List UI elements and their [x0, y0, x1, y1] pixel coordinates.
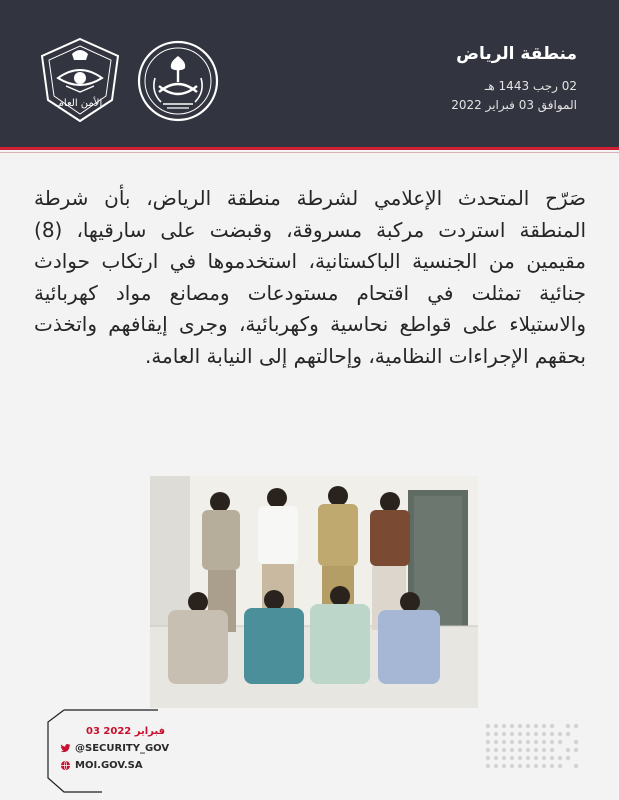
- saudi-emblem-logo: [137, 40, 219, 122]
- pattern-dot: [510, 740, 514, 744]
- pattern-dot: [494, 724, 498, 728]
- pattern-dot: [510, 732, 514, 736]
- pattern-dot: [550, 740, 554, 744]
- pattern-dot: [526, 764, 530, 768]
- pattern-dot: [542, 764, 546, 768]
- pattern-dot: [542, 748, 546, 752]
- pattern-dot: [486, 724, 490, 728]
- gregorian-date: الموافق 03 فبراير 2022: [451, 98, 577, 112]
- pattern-dot: [534, 756, 538, 760]
- pattern-dot: [502, 748, 506, 752]
- footer-website[interactable]: [60, 760, 143, 771]
- pattern-dot: [526, 748, 530, 752]
- pattern-dot: [542, 732, 546, 736]
- pattern-dot: [550, 764, 554, 768]
- pattern-dot: [558, 740, 562, 744]
- pattern-dot: [574, 740, 578, 744]
- pattern-dot: [558, 756, 562, 760]
- pattern-dot: [542, 740, 546, 744]
- pattern-dot: [534, 748, 538, 752]
- pattern-dot: [526, 740, 530, 744]
- pattern-dot: [486, 764, 490, 768]
- pattern-dot: [534, 724, 538, 728]
- pattern-dot: [518, 748, 522, 752]
- pattern-dot: [502, 740, 506, 744]
- globe-icon: [60, 760, 71, 771]
- header-accent-line: [0, 147, 619, 150]
- pattern-dot: [566, 756, 570, 760]
- pattern-dot: [566, 724, 570, 728]
- pattern-dot: [502, 764, 506, 768]
- pattern-dot: [574, 748, 578, 752]
- pattern-dot: [550, 748, 554, 752]
- pattern-dot: [542, 724, 546, 728]
- pattern-dot: [558, 764, 562, 768]
- pattern-dot: [518, 724, 522, 728]
- suspects-photo: [150, 476, 478, 708]
- pattern-dot: [486, 740, 490, 744]
- header-accent-thin-line: [0, 152, 619, 153]
- pattern-dot: [494, 740, 498, 744]
- pattern-dot: [534, 732, 538, 736]
- pattern-dot: [534, 764, 538, 768]
- pattern-dot: [502, 732, 506, 736]
- pattern-dot: [574, 724, 578, 728]
- pattern-dot: [542, 756, 546, 760]
- pattern-dot: [518, 756, 522, 760]
- pattern-dot: [550, 732, 554, 736]
- pattern-dot: [558, 732, 562, 736]
- pattern-dot: [566, 748, 570, 752]
- pattern-dot: [486, 748, 490, 752]
- pattern-dot: [486, 732, 490, 736]
- pattern-dot: [518, 740, 522, 744]
- pattern-dot: [510, 764, 514, 768]
- pattern-dot: [510, 756, 514, 760]
- pattern-dot: [494, 764, 498, 768]
- pattern-dot: [486, 756, 490, 760]
- pattern-dot: [526, 732, 530, 736]
- pattern-dot: [510, 748, 514, 752]
- pattern-dot: [550, 724, 554, 728]
- pattern-dot: [502, 724, 506, 728]
- pattern-dot: [494, 732, 498, 736]
- pattern-dot: [526, 756, 530, 760]
- footer-date: 03 فبراير 2022: [86, 726, 165, 737]
- decorative-dot-pattern: [484, 722, 584, 774]
- region-title: منطقة الرياض: [456, 44, 577, 64]
- footer-twitter[interactable]: [60, 743, 169, 754]
- pattern-dot: [574, 764, 578, 768]
- public-security-logo: [38, 36, 122, 124]
- pattern-dot: [494, 748, 498, 752]
- pattern-dot: [550, 756, 554, 760]
- pattern-dot: [534, 740, 538, 744]
- twitter-handle: @SECURITY_GOV: [75, 743, 170, 754]
- pattern-dot: [510, 724, 514, 728]
- pattern-dot: [566, 732, 570, 736]
- pattern-dot: [518, 764, 522, 768]
- pattern-dot: [494, 756, 498, 760]
- public-security-logo-text: الأمن العام: [57, 98, 103, 109]
- pattern-dot: [518, 732, 522, 736]
- press-statement: صَرّح المتحدث الإعلامي لشرطة منطقة الرياض، بأن شرطة المنطقة استردت مركبة مسروقة، وقبضت على سارقيها، (8) مقيمين من الجنسية الباكستانية، استخدموها في ارتكاب حوادث جنائية تمثلت في اقتحام مستودعات ومصانع مواد كهربائية والاستيلاء على قواطع نحاسية وكهربائية، وجرى إيقافهم واتخذت بحقهم الإجراءات النظامية، وإحالتهم إلى النيابة العامة.: [34, 186, 586, 368]
- website-link: MOI.GOV.SA: [75, 760, 143, 771]
- pattern-dot: [502, 756, 506, 760]
- twitter-icon: [60, 743, 71, 754]
- hijri-date: 02 رجب 1443 هـ: [484, 79, 577, 93]
- pattern-dot: [526, 724, 530, 728]
